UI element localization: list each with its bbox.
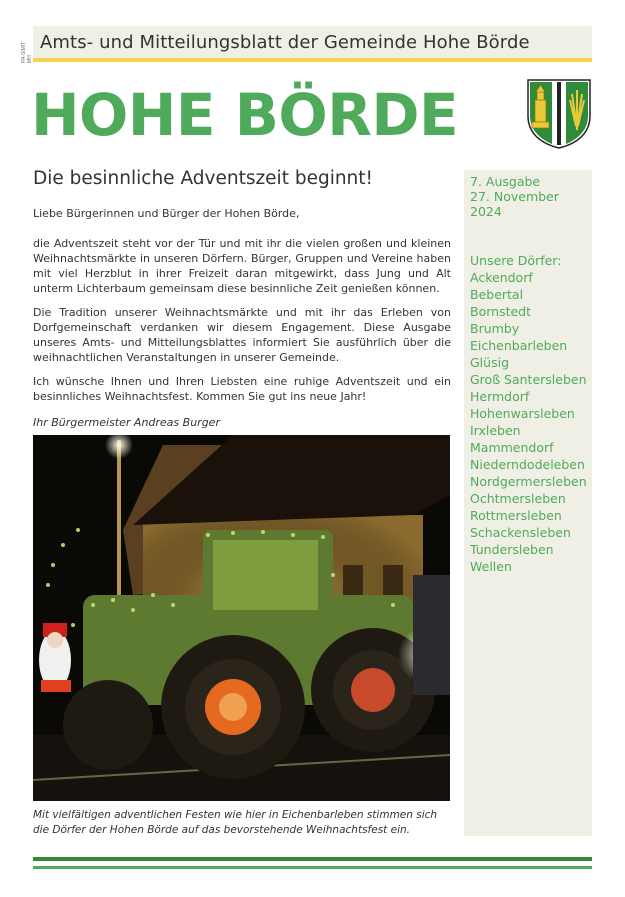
- village-item: Groß Santersleben: [470, 372, 587, 387]
- village-item: Bebertal: [470, 287, 524, 302]
- village-item: Irxleben: [470, 423, 521, 438]
- editorial-letter: [33, 206, 451, 413]
- village-item: Rottmersleben: [470, 508, 562, 523]
- village-item: Eichenbarleben: [470, 338, 568, 353]
- letter-salutation: Liebe Bürgerinnen und Bürger der Hohen Börde,: [33, 207, 300, 220]
- village-item: Tundersleben: [470, 542, 554, 557]
- village-item: Nordgermersleben: [470, 474, 587, 489]
- village-item: Schackensleben: [470, 525, 571, 540]
- village-item: Mammendorf: [470, 440, 554, 455]
- villages-list: [470, 269, 587, 575]
- village-item: Ochtmersleben: [470, 491, 566, 506]
- village-item: Bornstedt: [470, 304, 532, 319]
- village-item: Brumby: [470, 321, 520, 336]
- photo-caption: Mit vielfältigen adventlichen Festen wie hier in Eichenbarleben stimmen sich die Dörfer der Hohen Börde auf das bevorstehende Weihnachtsfest ein.: [33, 809, 438, 836]
- letter-paragraph: die Adventszeit steht vor der Tür und mit ihr die vielen großen und kleinen Weihnachtsmärkte in unseren Dörfern. Bürger, Gruppen und Vereine haben mit viel Herzblut in ihrer Freizeit daran mitgewirkt, dass Jung und Alt unterm Lichterbaum gemeinsam diese besinnliche Zeit genießen können.: [33, 237, 451, 295]
- letter-signature: Ihr Bürgermeister Andreas Burger: [33, 416, 220, 429]
- letter-paragraph: Ich wünsche Ihnen und Ihren Liebsten eine ruhige Adventszeit und ein besinnliches Weihnachtsfest. Kommen Sie gut ins neue Jahr!: [33, 375, 451, 403]
- village-item: Wellen: [470, 559, 512, 574]
- village-item: Niederndodeleben: [470, 457, 585, 472]
- masthead-title: HOHE BÖRDE: [31, 81, 459, 149]
- village-item: Ackendorf: [470, 270, 533, 285]
- footer-rule: [33, 866, 592, 869]
- header-title: Amts- und Mitteilungsblatt der Gemeinde Hohe Börde: [40, 32, 530, 53]
- issue-info: [470, 174, 592, 219]
- footer-rule: [33, 857, 592, 861]
- header-bar: [33, 26, 592, 62]
- tractor-photo: [33, 435, 450, 801]
- print-code: PA-SIMIT MH: [21, 41, 33, 63]
- letter-paragraph: Die Tradition unserer Weihnachtsmärkte und mit ihr das Erleben von Dorfgemeinschaft verdanken wir diesem Engagement. Diese Ausgabe unseres Amts- und Mitteilungsblattes informiert Sie ausführlich über die weihnachtlichen Veranstaltungen in unserer Gemeinde.: [33, 306, 451, 364]
- sidebar-panel: [464, 170, 592, 836]
- issue-number: 7. Ausgabe: [470, 174, 541, 189]
- issue-date: 27. November 2024: [470, 189, 559, 219]
- villages-heading: Unsere Dörfer:: [470, 253, 562, 268]
- headline: Die besinnliche Adventszeit beginnt!: [33, 168, 373, 189]
- village-item: Glüsig: [470, 355, 510, 370]
- village-item: Hermdorf: [470, 389, 530, 404]
- village-item: Hohenwarsleben: [470, 406, 575, 421]
- coat-of-arms-icon: [526, 78, 592, 149]
